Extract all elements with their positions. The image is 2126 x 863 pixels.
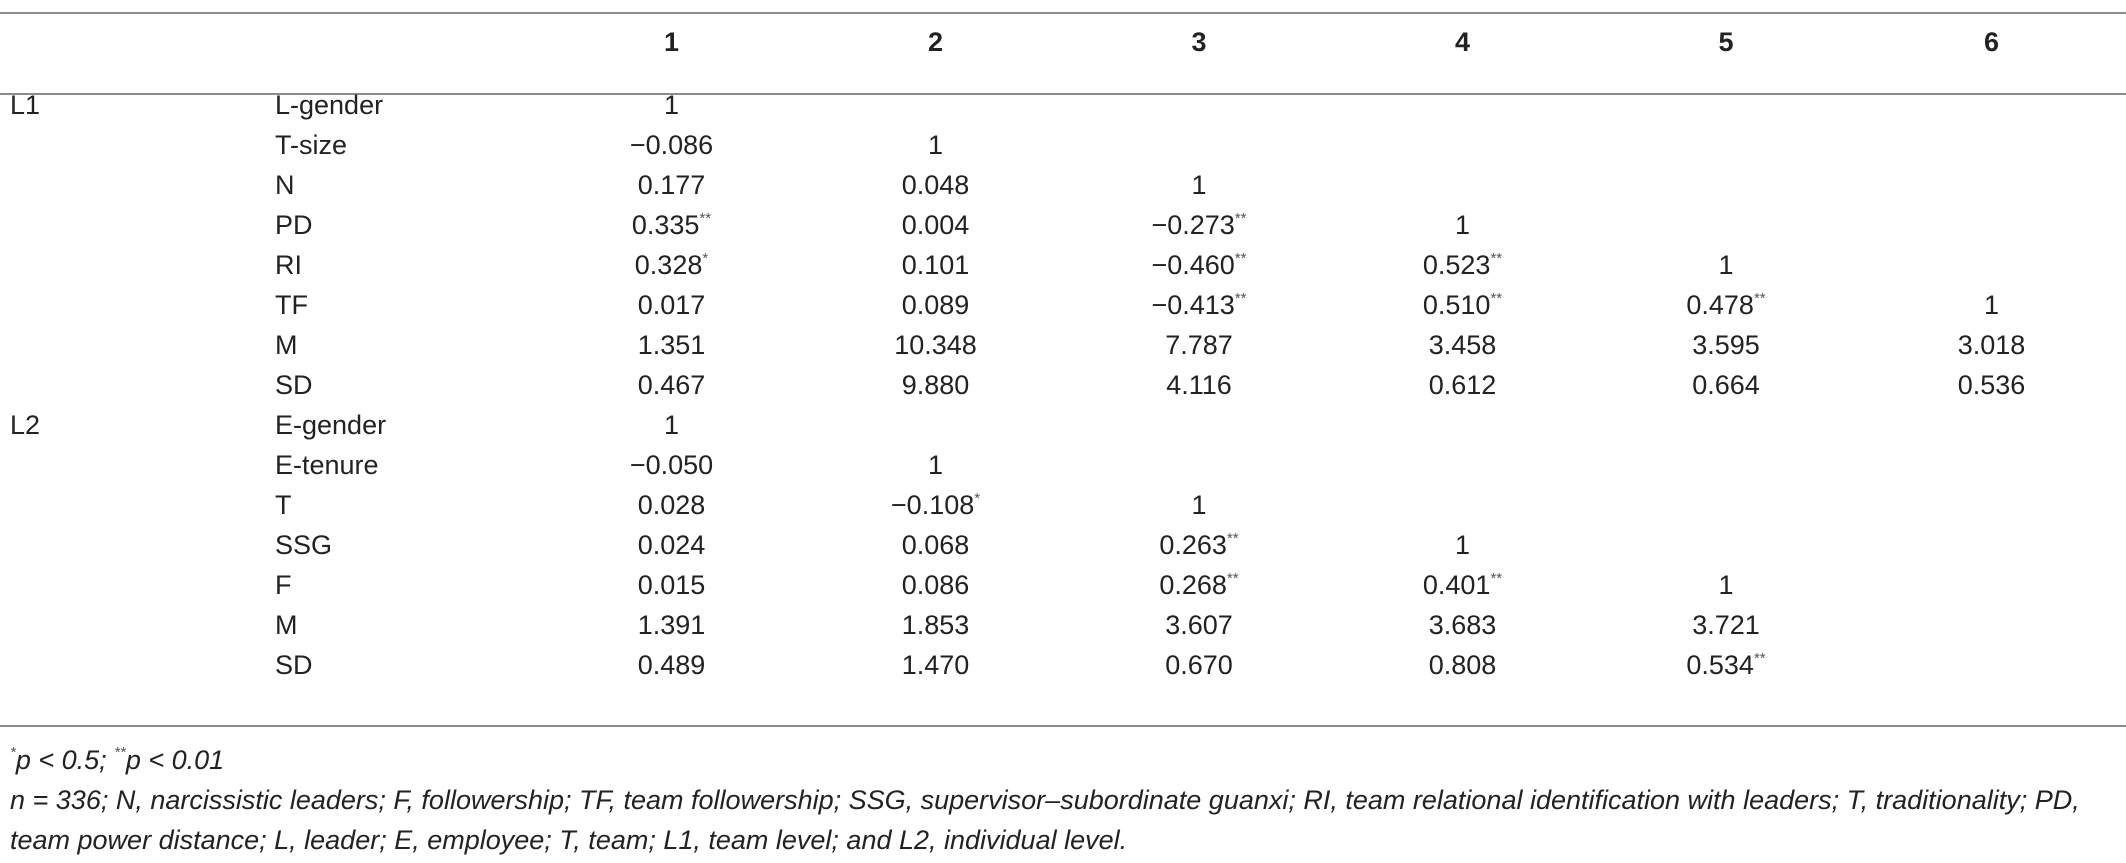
cell-value: 1.470 [901,649,970,680]
correlation-cell [540,525,803,565]
correlation-cell [1857,285,2126,325]
correlation-cell [1857,205,2126,245]
correlation-cell [1330,645,1595,685]
table-notes [10,740,2110,860]
column-header: 4 [1454,26,1471,57]
cell-value: 1 [1718,249,1734,280]
sig-2-mark: ** [114,744,126,761]
correlation-cell [540,445,803,485]
column-header: 5 [1718,26,1734,57]
correlation-cell [1595,325,1857,365]
correlation-cell [1857,605,2126,645]
variable-label: SSG [275,529,333,560]
correlation-cell [1595,565,1857,605]
cell-value: 1 [1454,209,1471,240]
correlation-cell [1330,525,1595,565]
significance-mark: ** [1234,209,1247,227]
table-row [0,205,2126,245]
variable-label: T [275,489,292,520]
correlation-cell [1595,405,1857,445]
cell-value: −0.460 [1151,249,1235,280]
level-label [0,245,275,285]
correlation-cell [1857,405,2126,445]
cell-value: 1 [1983,289,2000,320]
cell-value: 3.607 [1165,609,1233,640]
cell-value: 0.017 [637,289,706,320]
correlation-cell [1330,605,1595,645]
cell-value: 0.467 [637,369,706,400]
level-label [0,525,275,565]
table-row [0,85,2126,125]
cell-value: 0.086 [901,569,970,600]
variable-label: RI [275,249,302,280]
table-row [0,325,2126,365]
table-row [0,445,2126,485]
correlation-cell [540,245,803,285]
correlation-cell [1330,365,1595,405]
correlation-cell [1330,85,1595,125]
correlation-cell [803,565,1068,605]
variable-label: T-size [275,129,348,160]
correlation-cell [803,85,1068,125]
correlation-cell [1595,645,1857,685]
level-label [0,285,275,325]
correlation-cell [1857,325,2126,365]
correlation-cell [803,645,1068,685]
header-row [0,12,2126,72]
correlation-cell [1068,205,1330,245]
variable-label: E-gender [275,409,387,440]
table-row [0,565,2126,605]
table-row [0,525,2126,565]
table-row [0,125,2126,165]
significance-mark: ** [699,209,712,227]
significance-mark: ** [1226,569,1239,587]
correlation-cell [1330,165,1595,205]
column-header: 6 [1983,26,2000,57]
cell-value: −0.086 [629,129,714,160]
cell-value: 1 [1191,489,1207,520]
sig-2-text: p < 0.01 [125,745,225,775]
cell-value: 0.263 [1159,529,1227,560]
sig-1-text: p < 0.5; [15,745,115,775]
cell-value: 0.024 [637,529,706,560]
table-body [0,85,2126,685]
correlation-cell [540,285,803,325]
correlation-cell [540,605,803,645]
correlation-cell [1857,565,2126,605]
correlation-cell [540,365,803,405]
significance-mark: ** [1226,529,1239,547]
correlation-cell [803,525,1068,565]
table-row [0,285,2126,325]
correlation-cell [803,285,1068,325]
significance-mark: ** [1234,289,1247,307]
cell-value: 9.880 [901,369,970,400]
cell-value: 0.478 [1686,289,1754,320]
correlation-cell [1857,525,2126,565]
correlation-cell [1595,165,1857,205]
correlation-cell [1068,605,1330,645]
correlation-cell [1595,365,1857,405]
cell-value: 1 [927,129,944,160]
variable-label: N [275,169,295,200]
correlation-cell [1595,445,1857,485]
table-row [0,645,2126,685]
level-label [0,325,275,365]
significance-mark: ** [1490,249,1503,267]
correlation-cell [803,205,1068,245]
correlation-cell [540,405,803,445]
correlation-cell [1068,565,1330,605]
correlation-cell [1595,605,1857,645]
correlation-cell [540,325,803,365]
cell-value: 0.068 [901,529,970,560]
significance-mark: ** [1753,289,1766,307]
cell-value: 1 [663,89,680,120]
correlation-cell [1068,405,1330,445]
level-label [0,445,275,485]
correlation-cell [1068,485,1330,525]
correlation-cell [1068,645,1330,685]
level-label [0,565,275,605]
cell-value: 1.351 [637,329,706,360]
cell-value: 0.612 [1428,369,1497,400]
correlation-cell [540,645,803,685]
correlation-cell [1330,125,1595,165]
variable-label: E-tenure [275,449,379,480]
correlation-cell [1330,285,1595,325]
variable-label: PD [275,209,313,240]
cell-value: 0.028 [637,489,706,520]
level-label [0,205,275,245]
correlation-cell [1857,85,2126,125]
cell-value: 1 [663,409,680,440]
variable-label: M [275,329,298,360]
cell-value: 0.670 [1165,649,1233,680]
level-label [0,125,275,165]
cell-value: 0.101 [901,249,970,280]
correlation-cell [803,365,1068,405]
cell-value: 0.489 [637,649,706,680]
table-row [0,165,2126,205]
cell-value: 0.534 [1686,649,1754,680]
cell-value: 3.595 [1692,329,1760,360]
correlation-cell [1595,485,1857,525]
cell-value: 0.268 [1159,569,1227,600]
cell-value: −0.050 [629,449,714,480]
level-label [0,605,275,645]
cell-value: 0.335 [631,209,700,240]
cell-value: 0.004 [901,209,970,240]
sig-1-mark: * [10,744,16,761]
table-row [0,405,2126,445]
cell-value: 0.536 [1957,369,2026,400]
level-label [0,165,275,205]
correlation-cell [1330,205,1595,245]
correlation-cell [1595,205,1857,245]
variable-label: SD [275,369,313,400]
correlation-cell [803,605,1068,645]
correlation-cell [803,485,1068,525]
header-cell-blank-1 [0,12,275,72]
significance-mark: ** [1490,289,1503,307]
cell-value: 0.808 [1428,649,1497,680]
abbreviations-note: n = 336; N, narcissistic leaders; F, followership; TF, team followership; SSG, supervisor–subordinate guanxi; RI, team relational identification with leaders; T, traditionality; PD, team power distance; L, leader; E, employee; T, team; L1, team level; and L2, individual level. [10,785,2080,855]
correlation-cell [1857,645,2126,685]
correlation-cell [1857,165,2126,205]
cell-value: 3.721 [1692,609,1760,640]
cell-value: −0.108 [890,489,975,520]
correlation-cell [1857,365,2126,405]
cell-value: −0.273 [1151,209,1235,240]
correlation-cell [1068,125,1330,165]
cell-value: 0.401 [1422,569,1491,600]
variable-label: SD [275,649,313,680]
correlation-cell [803,445,1068,485]
correlation-cell [1068,245,1330,285]
correlation-cell [803,325,1068,365]
cell-value: 0.089 [901,289,970,320]
significance-mark: ** [1753,649,1766,667]
correlation-cell [1330,245,1595,285]
level-label: L1 [10,89,41,120]
correlation-cell [1595,525,1857,565]
correlation-cell [1330,485,1595,525]
correlation-cell [1330,405,1595,445]
correlation-cell [1068,165,1330,205]
cell-value: 1.391 [637,609,706,640]
correlation-cell [1068,285,1330,325]
correlation-cell [803,245,1068,285]
cell-value: 3.683 [1428,609,1497,640]
cell-value: 0.048 [901,169,970,200]
correlation-cell [1857,485,2126,525]
cell-value: 3.458 [1428,329,1497,360]
correlation-cell [1857,445,2126,485]
cell-value: 1 [1454,529,1471,560]
cell-value: 3.018 [1957,329,2026,360]
correlation-cell [540,165,803,205]
cell-value: 0.664 [1692,369,1760,400]
correlation-cell [803,125,1068,165]
cell-value: 1 [1191,169,1207,200]
correlation-cell [1068,445,1330,485]
level-label [0,365,275,405]
correlation-cell [1595,85,1857,125]
significance-note [10,740,2110,780]
cell-value: −0.413 [1151,289,1235,320]
correlation-cell [1068,525,1330,565]
correlation-cell [1330,325,1595,365]
correlation-cell [540,125,803,165]
correlation-cell [1857,245,2126,285]
correlation-cell [540,85,803,125]
correlation-cell [1068,325,1330,365]
variable-label: L-gender [275,89,384,120]
correlation-cell [1330,565,1595,605]
cell-value: 1 [1718,569,1734,600]
level-label: L2 [10,409,41,440]
level-label [0,485,275,525]
cell-value: 0.015 [637,569,706,600]
table-row [0,605,2126,645]
table-row [0,245,2126,285]
correlation-cell [540,565,803,605]
column-header: 1 [663,26,680,57]
correlation-cell [1595,285,1857,325]
correlation-cell [1595,125,1857,165]
variable-label: TF [275,289,308,320]
correlation-cell [1068,365,1330,405]
cell-value: 10.348 [894,329,977,360]
significance-mark: ** [1490,569,1503,587]
cell-value: 0.510 [1422,289,1491,320]
correlation-cell [1330,445,1595,485]
cell-value: 1 [927,449,944,480]
variable-label: M [275,609,298,640]
variable-label: F [275,569,292,600]
header-cell-blank-2 [275,12,540,72]
cell-value: 7.787 [1165,329,1233,360]
level-label [0,645,275,685]
cell-value: 0.328 [634,249,703,280]
correlation-cell [803,165,1068,205]
cell-value: 0.523 [1422,249,1491,280]
significance-mark: ** [1234,249,1247,267]
table-row [0,365,2126,405]
column-header: 2 [927,26,944,57]
correlation-cell [540,205,803,245]
significance-mark: * [702,249,709,267]
correlation-cell [1595,245,1857,285]
cell-value: 1.853 [901,609,970,640]
cell-value: 0.177 [637,169,706,200]
cell-value: 4.116 [1166,369,1232,400]
table-row [0,485,2126,525]
correlation-cell [1857,125,2126,165]
correlation-cell [540,485,803,525]
bottom-rule [0,725,2126,727]
correlation-cell [1068,85,1330,125]
column-header: 3 [1191,26,1207,57]
significance-mark: * [974,489,981,507]
correlation-cell [803,405,1068,445]
